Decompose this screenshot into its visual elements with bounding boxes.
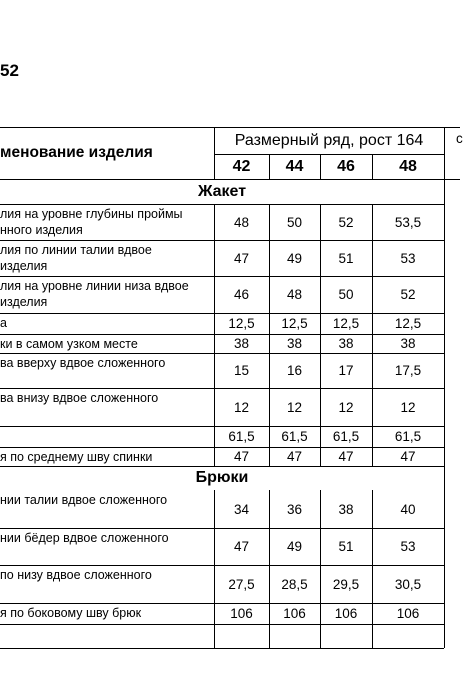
measurement-value: 46 [233,287,250,302]
measurement-value: 61,5 [228,429,255,444]
measurement-value: 12,5 [394,316,422,331]
measurement-name: ки в самом узком месте [0,337,138,351]
measurement-name: а [0,316,7,330]
row-divider [0,353,444,354]
measurement-value: 12 [286,399,303,415]
measurement-value: 12 [338,399,354,415]
measurement-value: 48 [233,214,250,230]
measurement-name: нии талии вдвое сложенного [0,493,168,507]
measurement-name [0,426,214,447]
column-divider [320,490,321,648]
header-size-0: 42 [232,157,251,175]
measurement-value: 52 [338,214,354,230]
measurement-name [0,624,214,648]
measurement-value: 47 [400,449,416,464]
measurement-value: 53 [400,250,416,266]
measurement-value [372,624,444,648]
size-block-right-border [444,127,445,648]
measurement-value: 12 [233,399,250,415]
measurement-value: 47 [286,449,303,464]
section-title-trousers: Брюки [195,469,249,486]
column-divider [269,490,270,648]
measurement-name: лия на уровне глубины проймы нного изделия [0,207,183,237]
row-divider [214,154,444,155]
header-size-1: 44 [285,157,304,175]
measurement-value: 38 [400,336,416,351]
measurement-value: 47 [233,449,250,464]
measurement-value: 49 [286,539,303,554]
row-divider [0,466,444,467]
measurement-value: 49 [286,250,303,266]
measurement-value: 17 [338,363,354,378]
measurement-name: нии бёдер вдвое сложенного [0,531,169,545]
measurement-value: 51 [338,539,354,554]
measurement-value: 36 [286,501,303,517]
measurement-value: 38 [233,336,250,351]
row-divider [0,204,444,205]
measurement-value: 47 [338,449,354,464]
header-extra-column: с [456,131,463,146]
section-title-jacket: Жакет [197,182,247,200]
header-size-3: 48 [399,157,417,175]
row-divider [0,603,444,604]
measurement-value: 47 [233,539,250,554]
measurement-value: 53 [400,539,416,554]
measurement-value: 61,5 [394,429,422,444]
row-divider [0,179,460,180]
measurement-value: 106 [283,606,306,621]
measurement-value: 38 [338,501,354,517]
measurement-value: 29,5 [332,576,360,592]
measurement-value: 30,5 [394,576,422,592]
column-divider [372,154,373,179]
column-divider [269,204,270,466]
measurement-value: 40 [400,501,416,517]
measurement-value: 51 [338,250,354,266]
measurement-value: 12,5 [332,316,360,331]
measurement-value: 28,5 [281,576,308,592]
row-divider [0,648,444,649]
header-size-2: 46 [337,157,355,175]
measurement-value: 53,5 [394,214,422,230]
column-divider [320,204,321,466]
measurement-value [320,624,372,648]
row-divider [0,334,444,335]
row-divider [0,447,444,448]
measurement-value: 48 [286,287,303,302]
name-column-divider [214,204,215,466]
row-divider [0,528,444,529]
row-divider [0,388,444,389]
measurement-name: ва внизу вдвое сложенного [0,391,159,405]
measurement-name: лия на уровне линии низа вдвое изделия [0,279,189,309]
measurement-value: 12 [400,399,416,415]
measurement-value: 38 [286,336,303,351]
page-number: 52 [0,61,19,80]
measurement-name: по низу вдвое сложенного [0,568,152,582]
name-column-divider [214,127,215,179]
measurement-value: 52 [400,287,416,302]
measurement-value: 106 [334,606,358,621]
column-divider [269,154,270,179]
row-divider [0,426,444,427]
measurement-value: 106 [230,606,253,621]
measurement-value: 12,5 [281,316,308,331]
measurement-value: 61,5 [281,429,308,444]
header-name-column: менование изделия [0,144,153,161]
row-divider [0,240,444,241]
name-column-divider [214,490,215,648]
measurement-value: 27,5 [228,576,255,592]
row-divider [0,565,444,566]
measurement-value: 38 [338,336,354,351]
measurement-name: я по среднему шву спинки [0,450,153,464]
measurement-value: 47 [233,250,250,266]
table-top-border [0,127,460,128]
row-divider [0,276,444,277]
measurement-name: ва вверху вдвое сложенного [0,356,166,370]
measurement-value: 16 [286,363,303,378]
measurement-value [269,624,320,648]
measurement-value: 61,5 [332,429,360,444]
measurement-value: 15 [233,363,250,378]
row-divider [0,624,444,625]
measurement-name: я по боковому шву брюк [0,606,142,620]
row-divider [0,313,444,314]
measurement-value: 50 [286,214,303,230]
measurement-value: 106 [396,606,420,621]
header-size-range: Размерный ряд, рост 164 [234,131,424,149]
measurement-value [214,624,269,648]
column-divider [320,154,321,179]
measurement-value: 12,5 [228,316,255,331]
measurement-value: 50 [338,287,354,302]
column-divider [372,490,373,648]
column-divider [372,204,373,466]
measurement-value: 17,5 [394,363,422,378]
measurement-value: 34 [233,501,250,517]
measurement-name: лия по линии талии вдвое изделия [0,243,152,273]
